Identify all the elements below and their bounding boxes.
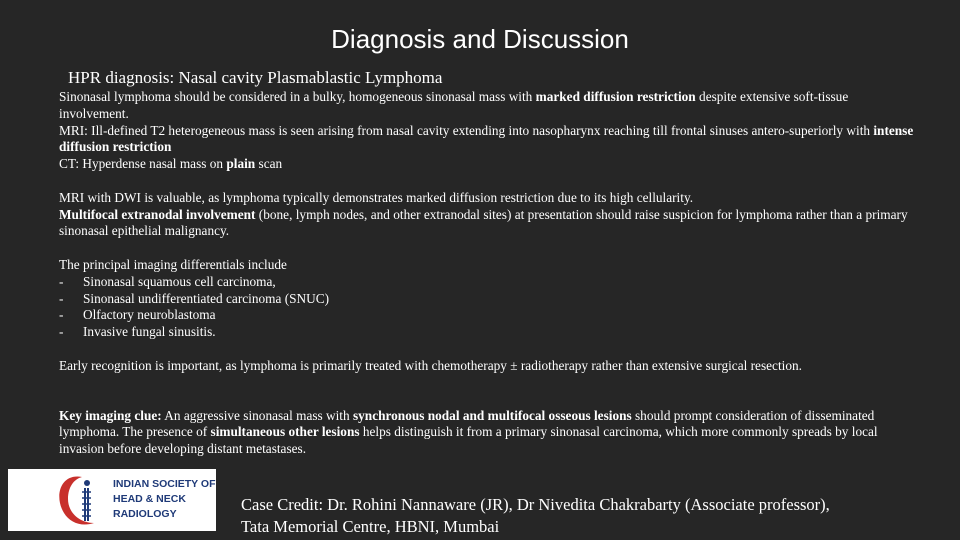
list-item: - Sinonasal squamous cell carcinoma, bbox=[59, 273, 276, 289]
diagnosis-subtitle: HPR diagnosis: Nasal cavity Plasmablastic Lymphoma bbox=[68, 68, 443, 87]
lymphoma-consideration-paragraph: Sinonasal lymphoma should be considered in a bulky, homogeneous sinonasal mass with marked diffusion restriction despite extensive soft-tissue involvement. bbox=[59, 89, 849, 121]
ct-findings: CT: Hyperdense nasal mass on plain scan bbox=[59, 156, 283, 172]
discussion-body bbox=[59, 89, 919, 458]
early-recognition-paragraph: Early recognition is important, as lymphoma is primarily treated with chemotherapy ± radiotherapy rather than extensive surgical resection. bbox=[59, 357, 802, 373]
society-logo bbox=[8, 469, 216, 531]
case-credit: Case Credit: Dr. Rohini Nannaware (JR), Dr Nivedita Chakrabarty (Associate professor), Tata Memorial Centre, HBNI, Mumbai bbox=[241, 495, 830, 536]
list-item: - Olfactory neuroblastoma bbox=[59, 307, 216, 323]
multifocal-paragraph: Multifocal extranodal involvement (bone, lymph nodes, and other extranodal sites) at presentation should raise suspicion for lymphoma rather than a primary sinonasal epithelial malignancy. bbox=[59, 206, 908, 239]
differentials-list bbox=[59, 274, 919, 341]
key-imaging-clue-paragraph: Key imaging clue: An aggressive sinonasal mass with synchronous nodal and multifocal osseous lesions should prompt consideration of disseminated lymphoma. The presence of simultaneous other lesions helps distinguish it from a primary sinonasal carcinoma, which more commonly spreads by local invasion before developing distant metastases. bbox=[59, 407, 878, 457]
slide-title: Diagnosis and Discussion bbox=[331, 24, 629, 54]
list-item: - Sinonasal undifferentiated carcinoma (SNUC) bbox=[59, 290, 330, 306]
society-name: INDIAN SOCIETY OF HEAD & NECK RADIOLOGY bbox=[113, 478, 216, 520]
differentials-intro: The principal imaging differentials include bbox=[59, 256, 287, 272]
dwi-paragraph: MRI with DWI is valuable, as lymphoma typically demonstrates marked diffusion restriction due to its high cellularity. bbox=[59, 189, 694, 205]
society-emblem-icon bbox=[8, 469, 108, 531]
mri-findings: MRI: Ill-defined T2 heterogeneous mass is seen arising from nasal cavity extending into nasopharynx reaching till frontal sinuses antero-superiorly with intense diffusion restriction bbox=[59, 122, 914, 155]
list-item: - Invasive fungal sinusitis. bbox=[59, 324, 216, 340]
